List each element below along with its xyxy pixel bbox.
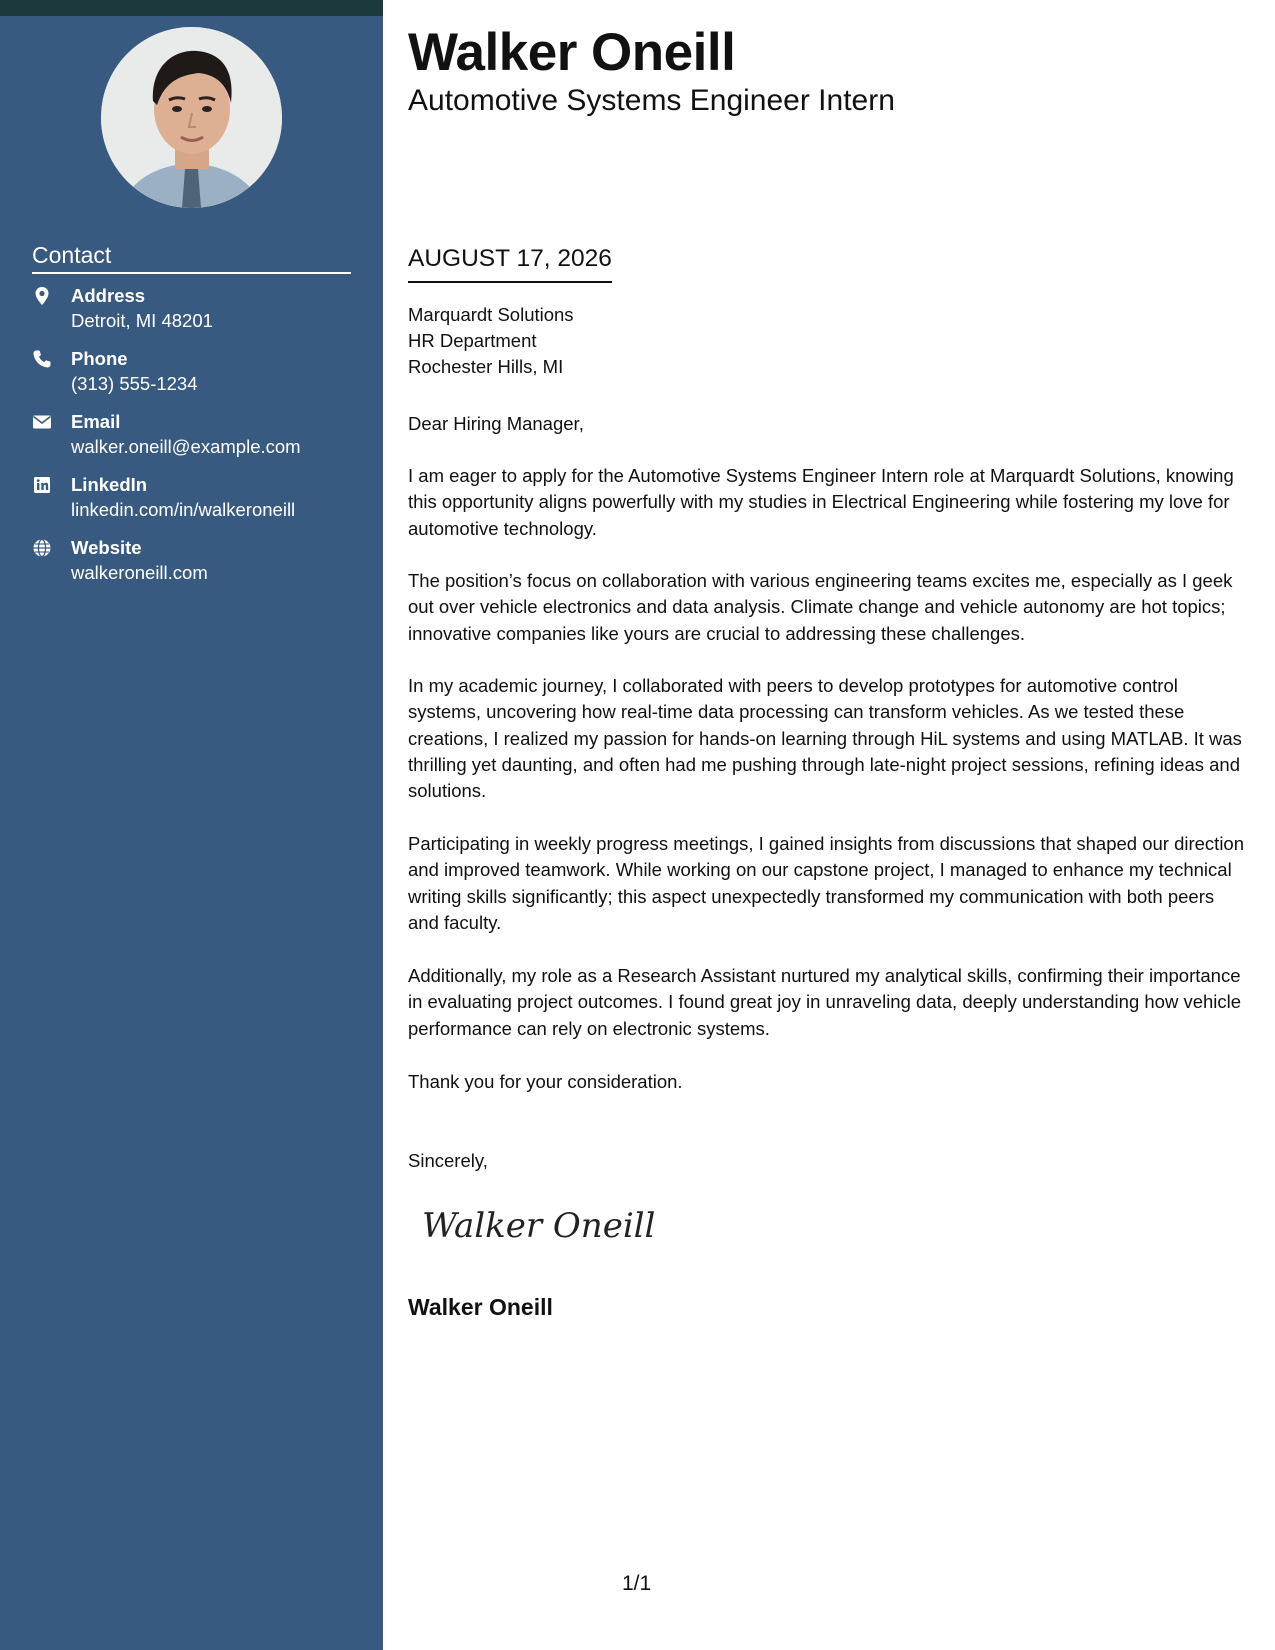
- contact-item-address: [32, 284, 362, 347]
- recipient-department: HR Department: [408, 330, 537, 351]
- envelope-icon: [32, 412, 52, 432]
- portrait-photo: [101, 27, 282, 208]
- applicant-job-title: Automotive Systems Engineer Intern: [408, 84, 895, 117]
- globe-icon: [32, 538, 52, 558]
- signature-text: Walker Oneill: [422, 1206, 656, 1246]
- sidebar: [0, 0, 383, 1650]
- linkedin-value[interactable]: linkedin.com/in/walkeroneill: [71, 499, 296, 520]
- contact-section-title: Contact: [32, 240, 351, 274]
- phone-icon: [32, 349, 52, 369]
- profile-photo: [101, 27, 282, 208]
- handwritten-signature: [422, 1195, 662, 1255]
- body-paragraph: I am eager to apply for the Automotive Systems Engineer Intern role at Marquardt Solutions, knowing this opportunity aligns powerfully with my studies in Electrical Engineering while fostering my love for automotive technology.: [408, 465, 1234, 539]
- address-value: Detroit, MI 48201: [71, 310, 213, 331]
- body-paragraph: Additionally, my role as a Research Assistant nurtured my analytical skills, confirming their importance in evaluating project outcomes. I found great joy in unraveling data, deeply understanding how vehicle performance can rely on electronic systems.: [408, 965, 1242, 1039]
- body-paragraph: In my academic journey, I collaborated with peers to develop prototypes for automotive control systems, uncovering how real-time data processing can transform vehicles. As we tested these creations, I realized my passion for hands-on learning through HiL systems and using MATLAB. It was thrilling yet daunting, and often had me pushing through late-night project sessions, refining ideas and solutions.: [408, 675, 1242, 802]
- contact-label: LinkedIn: [71, 474, 148, 495]
- website-value[interactable]: walkeroneill.com: [71, 562, 208, 583]
- body-paragraph: The position’s focus on collaboration with various engineering teams excites me, especially as I geek out over vehicle electronics and data analysis. Climate change and vehicle autonomy are hot topics; innovative companies like yours are crucial to addressing these challenges.: [408, 570, 1233, 644]
- signoff: Sincerely,: [408, 1150, 488, 1171]
- page-number: 1/1: [622, 1572, 652, 1595]
- linkedin-icon: [32, 475, 52, 495]
- email-value[interactable]: walker.oneill@example.com: [71, 436, 301, 457]
- applicant-name: Walker Oneill: [408, 23, 736, 82]
- contact-item-phone: [32, 347, 362, 410]
- signed-name: Walker Oneill: [408, 1294, 553, 1320]
- contact-label: Website: [71, 537, 142, 558]
- closing-line: Thank you for your consideration.: [408, 1071, 683, 1092]
- recipient-block: [408, 302, 574, 380]
- recipient-company: Marquardt Solutions: [408, 304, 574, 325]
- contact-item-website: [32, 536, 362, 599]
- contact-item-email: [32, 410, 362, 473]
- body-paragraph: Participating in weekly progress meetings, I gained insights from discussions that shaped our direction and improved teamwork. While working on our capstone project, I managed to enhance my technical writing skills significantly; this aspect unexpectedly transformed my communication with both peers and faculty.: [408, 833, 1245, 933]
- letter-date: AUGUST 17, 2026: [408, 243, 612, 283]
- contact-label: Email: [71, 411, 121, 432]
- map-pin-icon: [32, 286, 52, 306]
- contact-item-linkedin: [32, 473, 362, 536]
- contact-label: Address: [71, 285, 146, 306]
- contact-label: Phone: [71, 348, 128, 369]
- contact-list: [32, 284, 362, 599]
- recipient-location: Rochester Hills, MI: [408, 356, 564, 377]
- salutation: Dear Hiring Manager,: [408, 413, 584, 434]
- phone-value: (313) 555-1234: [71, 373, 198, 394]
- sidebar-top-accent: [0, 0, 383, 16]
